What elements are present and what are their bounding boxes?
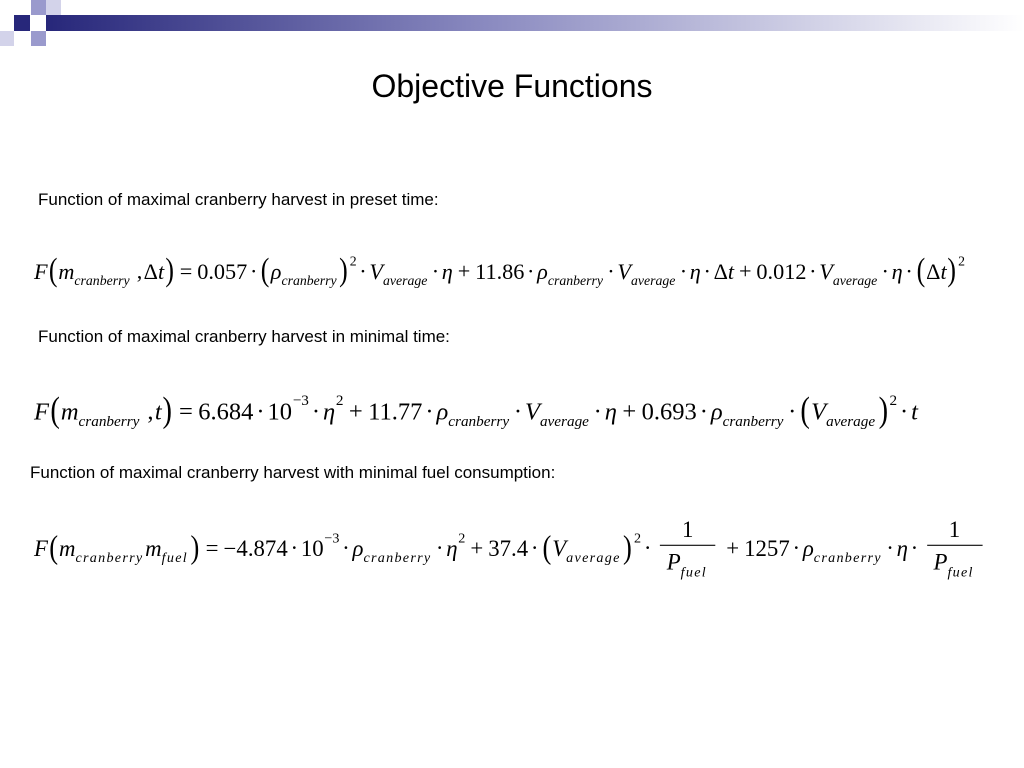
fraction-numerator — [675, 517, 700, 545]
math-operator: · — [607, 258, 615, 285]
math-variable: m — [145, 535, 162, 562]
math-variable: m — [58, 535, 76, 562]
math-number: 10 — [267, 397, 292, 426]
math-operator: · — [699, 397, 708, 426]
math-variable: ρ — [710, 397, 723, 426]
math-variable: t — [154, 397, 162, 426]
math-parenthesis: ( — [800, 390, 810, 430]
math-operator: · — [900, 397, 909, 426]
math-variable: ρ — [537, 258, 548, 285]
math-parenthesis: ( — [49, 528, 58, 566]
section-caption: Function of maximal cranberry harvest in preset time: — [38, 190, 439, 209]
math-operator: · — [527, 258, 535, 285]
math-subscript: fuel — [680, 562, 707, 580]
fraction-denominator — [927, 545, 983, 585]
math-subscript: average — [382, 271, 428, 288]
math-operator: + — [738, 258, 752, 285]
math-parenthesis: ) — [623, 528, 633, 566]
math-subscript: fuel — [161, 548, 188, 566]
math-number: Δ — [143, 258, 158, 285]
math-number: 0.012 — [756, 258, 807, 285]
math-variable: V — [524, 397, 540, 426]
math-operator: = — [179, 258, 193, 285]
math-subscript: cranberry — [448, 411, 510, 430]
math-variable: V — [617, 258, 631, 285]
math-superscript: −3 — [324, 529, 340, 546]
math-parenthesis: ) — [339, 252, 348, 289]
equation — [34, 504, 988, 580]
math-number: Δ — [713, 258, 728, 285]
math-superscript: −3 — [292, 391, 309, 409]
math-number: 11.77 — [368, 397, 423, 426]
math-operator: + — [470, 535, 484, 562]
math-variable: ρ — [270, 258, 282, 285]
math-operator: · — [905, 258, 913, 285]
math-variable: V — [811, 397, 827, 426]
math-operator: · — [792, 535, 801, 562]
math-separator: , — [136, 258, 143, 285]
math-parenthesis: ) — [878, 390, 888, 430]
math-variable: η — [604, 397, 617, 426]
math-operator: · — [703, 258, 711, 285]
math-parenthesis: ) — [947, 252, 957, 289]
math-variable: ρ — [802, 535, 814, 562]
math-subscript: cranberry — [74, 271, 130, 288]
math-number: 1 — [948, 516, 961, 543]
math-operator: + — [348, 397, 363, 426]
math-parenthesis: ) — [162, 390, 173, 430]
math-number: 37.4 — [488, 535, 529, 562]
decor-square — [31, 31, 46, 46]
math-number: 11.86 — [475, 258, 525, 285]
math-separator: , — [147, 397, 154, 426]
section-caption: Function of maximal cranberry harvest with minimal fuel consumption: — [30, 463, 556, 482]
math-variable: ρ — [436, 397, 449, 426]
math-variable: ρ — [352, 535, 364, 562]
math-subscript: average — [630, 271, 676, 288]
decor-square — [14, 15, 30, 31]
math-number: 10 — [300, 535, 324, 562]
math-superscript: 2 — [634, 529, 642, 546]
math-operator: · — [809, 258, 817, 285]
math-subscript: cranberry — [75, 548, 144, 566]
math-number: 1 — [682, 516, 694, 543]
math-operator: = — [178, 397, 193, 426]
math-variable: t — [940, 258, 947, 285]
math-fraction — [927, 517, 983, 585]
math-number: 1257 — [744, 535, 790, 562]
math-variable: t — [911, 397, 918, 426]
math-parenthesis: ( — [48, 252, 58, 289]
math-operator: · — [311, 397, 321, 426]
math-parenthesis: ( — [542, 528, 552, 566]
math-variable: m — [60, 397, 79, 426]
math-variable: F — [34, 535, 48, 562]
math-superscript: 2 — [349, 252, 357, 269]
math-operator: · — [359, 258, 367, 285]
math-variable: η — [446, 535, 458, 562]
math-number: 0.693 — [641, 397, 697, 426]
math-variable: V — [552, 535, 567, 562]
math-number: Δ — [926, 258, 941, 285]
math-variable: V — [369, 258, 383, 285]
math-number: −4.874 — [223, 535, 288, 562]
math-operator: · — [788, 397, 797, 426]
math-operator: · — [435, 535, 444, 562]
math-superscript: 2 — [958, 252, 965, 269]
math-operator: = — [205, 535, 219, 562]
decor-square — [46, 0, 61, 15]
math-operator: · — [425, 397, 434, 426]
math-variable: η — [891, 258, 903, 285]
math-subscript: cranberry — [813, 548, 882, 566]
math-subscript: cranberry — [281, 271, 337, 288]
equation-body — [34, 500, 988, 595]
math-subscript: average — [566, 548, 621, 566]
math-subscript: cranberry — [78, 411, 140, 430]
math-parenthesis: ( — [261, 252, 270, 289]
math-subscript: fuel — [947, 562, 974, 580]
math-superscript: 2 — [335, 391, 344, 409]
math-variable: η — [322, 397, 336, 426]
math-operator: · — [530, 535, 539, 562]
math-superscript: 2 — [889, 391, 898, 409]
section-caption: Function of maximal cranberry harvest in minimal time: — [38, 327, 450, 346]
math-operator: · — [290, 535, 299, 562]
math-operator: · — [881, 258, 889, 285]
math-variable: t — [157, 258, 165, 285]
math-operator: · — [256, 397, 265, 426]
decor-square — [0, 31, 14, 46]
math-subscript: average — [539, 411, 589, 430]
math-variable: η — [441, 258, 453, 285]
math-variable: F — [34, 397, 49, 426]
math-operator: · — [643, 535, 652, 562]
math-operator: · — [886, 535, 894, 562]
math-subscript: average — [832, 271, 878, 288]
math-subscript: cranberry — [547, 271, 604, 288]
math-operator: + — [726, 535, 740, 562]
math-operator: · — [593, 397, 602, 426]
math-number: 0.057 — [197, 258, 248, 285]
math-subscript: average — [826, 411, 876, 430]
math-subscript: cranberry — [722, 411, 784, 430]
math-operator: + — [457, 258, 471, 285]
equation-body — [34, 377, 918, 445]
math-variable: P — [666, 549, 681, 576]
math-variable: η — [896, 535, 908, 562]
math-superscript: 2 — [458, 529, 466, 546]
math-variable: m — [58, 258, 75, 285]
equation-body — [34, 240, 965, 301]
math-operator: · — [513, 397, 523, 426]
math-parenthesis: ( — [50, 390, 60, 430]
slide-title: Objective Functions — [371, 68, 653, 104]
math-fraction — [660, 517, 716, 585]
math-operator: · — [249, 258, 258, 285]
equation — [34, 242, 965, 289]
math-variable: P — [933, 549, 948, 576]
math-number: 6.684 — [198, 397, 254, 426]
math-variable: V — [819, 258, 833, 285]
math-parenthesis: ( — [916, 252, 926, 289]
math-variable: t — [727, 258, 735, 285]
fraction-numerator — [942, 517, 967, 545]
equation — [34, 382, 918, 430]
math-operator: + — [622, 397, 637, 426]
math-parenthesis: ) — [190, 528, 200, 566]
math-operator: · — [679, 258, 688, 285]
math-variable: F — [34, 258, 48, 285]
fraction-denominator — [660, 545, 716, 585]
math-operator: · — [431, 258, 440, 285]
decor-square — [31, 0, 46, 15]
math-operator: · — [910, 535, 919, 562]
math-parenthesis: ) — [165, 252, 174, 289]
math-operator: · — [342, 535, 350, 562]
header-gradient-bar — [46, 15, 1024, 31]
math-subscript: cranberry — [363, 548, 432, 566]
math-variable: η — [689, 258, 701, 285]
